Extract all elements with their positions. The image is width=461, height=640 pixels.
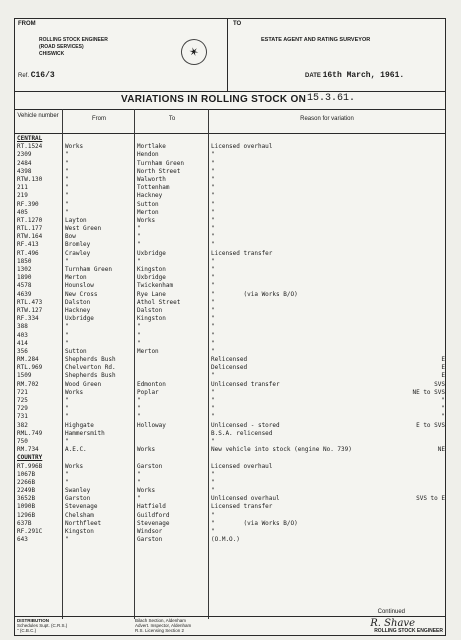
vehicle-number: RF.413 xyxy=(17,241,39,249)
from-depot: Hammersmith xyxy=(65,429,105,437)
vehicle-number: 1509 xyxy=(17,372,32,380)
table-row xyxy=(15,536,445,544)
table-row xyxy=(15,192,445,200)
reason: " xyxy=(211,487,215,495)
reference: Ref. C16/3 xyxy=(18,71,55,80)
reason: Licensed transfer xyxy=(211,249,273,257)
stamp-mark-icon: ✶ xyxy=(177,35,210,68)
from-depot: " xyxy=(65,331,69,339)
from-depot: Chelsham xyxy=(65,511,94,519)
to-depot: Edmonton xyxy=(137,380,166,388)
table-row xyxy=(15,291,445,299)
from-depot: " xyxy=(65,478,69,486)
reason: " xyxy=(211,298,215,306)
from-depot: Hackney xyxy=(65,306,91,314)
to-depot: " xyxy=(137,397,141,404)
status-code: NE to SVS xyxy=(412,388,445,396)
from-depot: " xyxy=(65,167,69,175)
table-row xyxy=(15,315,445,323)
reason: " xyxy=(211,216,215,224)
to-depot: Hendon xyxy=(137,151,159,159)
reason: Licensed overhaul xyxy=(211,143,273,151)
reason: " xyxy=(211,405,215,413)
table-row xyxy=(15,209,445,217)
from-depot: Shepherds Bush xyxy=(65,356,116,364)
status-code: " xyxy=(441,413,445,421)
vehicle-number: 643 xyxy=(17,536,28,544)
reason: " xyxy=(211,282,215,290)
to-depot: Works xyxy=(137,216,156,224)
vehicle-number: 725 xyxy=(17,397,28,404)
reason: B.S.A. relicensed xyxy=(211,429,273,437)
from-depot: " xyxy=(65,200,69,208)
vehicle-number: 405 xyxy=(17,208,28,216)
vehicle-number: RTL.177 xyxy=(17,225,43,233)
status-code: NE xyxy=(437,446,445,454)
to-depot: Uxbridge xyxy=(137,249,166,257)
variation-sheet xyxy=(14,18,446,636)
reason: " xyxy=(211,306,215,314)
vehicle-number: 1067B xyxy=(17,470,36,478)
table-row xyxy=(15,463,445,471)
to-depot: " xyxy=(137,323,141,331)
table-row xyxy=(15,241,445,249)
from-depot: " xyxy=(65,184,69,192)
to-depot: Mortlake xyxy=(137,143,166,151)
to-depot: Uxbridge xyxy=(137,274,166,282)
to-depot: Holloway xyxy=(137,421,166,429)
reason: " xyxy=(211,200,215,208)
col-to: To xyxy=(168,116,176,122)
reason: New vehicle into stock (engine No. 739) xyxy=(211,446,352,454)
vehicle-number: 4398 xyxy=(17,167,32,175)
table-row xyxy=(15,520,445,528)
distribution-list: DISTRIBUTION Schedules Supt. (C.R.S.) " (C.B.C.) xyxy=(17,618,68,633)
from-depot: " xyxy=(65,151,69,159)
vehicle-number: 403 xyxy=(17,331,28,339)
reason: " xyxy=(211,397,215,404)
continued-label: Continued xyxy=(377,609,405,615)
from-depot: Chelverton Rd. xyxy=(65,364,116,372)
vehicle-number: RT.1270 xyxy=(17,216,43,224)
to-depot: Poplar xyxy=(137,388,159,396)
reason: " xyxy=(211,208,215,216)
from-depot: Dalston xyxy=(65,298,91,306)
from-depot: Wood Green xyxy=(65,380,102,388)
from-depot: New Cross xyxy=(65,290,98,298)
title-date: 15.3.61. xyxy=(307,93,356,104)
table-row xyxy=(15,143,445,151)
col-from: From xyxy=(92,116,106,122)
to-depot: Dalston xyxy=(137,306,163,314)
table-row xyxy=(15,160,445,168)
table-row xyxy=(15,405,445,413)
from-depot: " xyxy=(65,437,69,445)
vehicle-number: 2484 xyxy=(17,159,32,167)
status-code: SVS to E xyxy=(416,495,445,503)
section-label: COUNTRY xyxy=(17,454,43,462)
reason: " xyxy=(211,151,215,159)
vehicle-number: 1890 xyxy=(17,274,32,282)
table-row xyxy=(15,340,445,348)
status-code: SVS xyxy=(434,380,445,388)
table-row xyxy=(15,217,445,225)
table-row xyxy=(15,201,445,209)
vehicle-number: 388 xyxy=(17,323,28,331)
reason: " xyxy=(211,388,215,396)
vehicle-number: 1850 xyxy=(17,257,32,265)
to-depot: Twickenham xyxy=(137,282,174,290)
to-address: ESTATE AGENT AND RATING SURVEYOR xyxy=(261,37,371,43)
reason: " xyxy=(211,184,215,192)
to-depot: " xyxy=(137,331,141,339)
vehicle-number: 219 xyxy=(17,192,28,200)
status-code: E xyxy=(441,364,445,372)
table-row xyxy=(15,413,445,421)
from-depot: Northfleet xyxy=(65,519,102,527)
reason: " xyxy=(211,175,215,183)
reason: Licensed transfer xyxy=(211,503,273,511)
from-depot: Bow xyxy=(65,233,76,241)
vehicle-number: 1302 xyxy=(17,266,32,273)
to-depot: " xyxy=(137,233,141,241)
from-depot: Sutton xyxy=(65,347,87,355)
reason: " xyxy=(211,437,215,445)
vehicle-number: RF.390 xyxy=(17,200,39,208)
to-depot: Kingston xyxy=(137,315,166,323)
table-row xyxy=(15,233,445,241)
to-depot: " xyxy=(137,225,141,233)
to-depot: " xyxy=(137,495,141,503)
from-depot: Swanley xyxy=(65,487,91,495)
from-depot: Garston xyxy=(65,495,91,503)
to-depot: Tottenham xyxy=(137,184,170,192)
signature: R. Shave xyxy=(370,618,415,629)
section-heading xyxy=(15,135,445,143)
reason: " xyxy=(211,159,215,167)
to-depot: " xyxy=(137,241,141,249)
vehicle-number: 4578 xyxy=(17,282,32,290)
reason: Unlicensed overhaul xyxy=(211,495,280,503)
vehicle-number: RF.291C xyxy=(17,528,43,535)
date: DATE 16th March, 1961. xyxy=(305,71,405,80)
vehicle-number: RM.702 xyxy=(17,380,39,388)
from-depot: Bromley xyxy=(65,241,91,249)
table-row xyxy=(15,430,445,438)
from-depot: Works xyxy=(65,143,84,151)
from-depot: " xyxy=(65,413,69,421)
vehicle-number: RTL.473 xyxy=(17,298,43,306)
table-row xyxy=(15,528,445,536)
to-depot: " xyxy=(137,257,141,265)
table-row xyxy=(15,446,445,454)
table-row xyxy=(15,438,445,446)
to-depot: Athol Street xyxy=(137,298,181,306)
from-depot: Shepherds Bush xyxy=(65,372,116,380)
from-depot: West Green xyxy=(65,225,102,233)
vehicle-number: RTW.130 xyxy=(17,175,43,183)
status-code: E to SVS xyxy=(416,421,445,429)
from-depot: " xyxy=(65,405,69,413)
reason: " xyxy=(211,167,215,175)
table-row xyxy=(15,479,445,487)
from-depot: Highgate xyxy=(65,421,94,429)
variation-rows xyxy=(15,135,445,544)
to-depot: Windsor xyxy=(137,528,163,535)
title-bar xyxy=(15,91,445,110)
to-depot: Walworth xyxy=(137,175,166,183)
vehicle-number: RTL.969 xyxy=(17,364,43,372)
table-row xyxy=(15,348,445,356)
reason: " xyxy=(211,192,215,200)
column-headers xyxy=(15,109,445,134)
from-depot: Works xyxy=(65,462,84,470)
reason: Unlicensed - stored xyxy=(211,421,280,429)
from-depot: Hounslow xyxy=(65,282,94,290)
status-code: " xyxy=(441,405,445,413)
vehicle-number: RTW.127 xyxy=(17,306,43,314)
reason: " xyxy=(211,511,215,519)
from-depot: Uxbridge xyxy=(65,315,94,323)
vehicle-number: RT.996B xyxy=(17,462,43,470)
from-depot: Works xyxy=(65,388,84,396)
reason: " xyxy=(211,274,215,282)
status-code: E xyxy=(441,372,445,380)
reason: " xyxy=(211,233,215,241)
to-depot: Merton xyxy=(137,208,159,216)
to-depot: Guildford xyxy=(137,511,170,519)
table-row xyxy=(15,389,445,397)
reason: " (via Works B/O) xyxy=(211,290,298,298)
to-depot: " xyxy=(137,470,141,478)
to-depot: North Street xyxy=(137,167,181,175)
reason: " xyxy=(211,347,215,355)
vehicle-number: 731 xyxy=(17,413,28,421)
from-depot: " xyxy=(65,257,69,265)
table-row xyxy=(15,372,445,380)
from-address: ROLLING STOCK ENGINEER (ROAD SERVICES) CHISWICK xyxy=(39,37,108,57)
table-row xyxy=(15,266,445,274)
table-row xyxy=(15,307,445,315)
vehicle-number: 3652B xyxy=(17,495,36,503)
table-row xyxy=(15,299,445,307)
table-row xyxy=(15,397,445,405)
reason: " xyxy=(211,339,215,347)
to-depot: " xyxy=(137,339,141,347)
vehicle-number: RM.284 xyxy=(17,356,39,364)
from-label: FROM xyxy=(18,21,36,27)
from-depot: " xyxy=(65,339,69,347)
vehicle-number: 356 xyxy=(17,347,28,355)
vehicle-number: RF.334 xyxy=(17,315,39,323)
table-row xyxy=(15,381,445,389)
to-label: TO xyxy=(233,21,242,27)
table-row xyxy=(15,495,445,503)
to-depot: Merton xyxy=(137,347,159,355)
to-depot: Turnham Green xyxy=(137,159,184,167)
status-code: " xyxy=(441,397,445,404)
reason: Licensed overhaul xyxy=(211,462,273,470)
table-row xyxy=(15,512,445,520)
table-row xyxy=(15,364,445,372)
from-depot: " xyxy=(65,323,69,331)
table-row xyxy=(15,225,445,233)
table-row xyxy=(15,487,445,495)
from-depot: " xyxy=(65,159,69,167)
reason: " xyxy=(211,257,215,265)
reason: " xyxy=(211,241,215,249)
table-row xyxy=(15,250,445,258)
reason: " xyxy=(211,478,215,486)
table-row xyxy=(15,176,445,184)
to-depot: Sutton xyxy=(137,200,159,208)
reason: Delicensed xyxy=(211,364,248,372)
to-depot: " xyxy=(137,405,141,413)
vehicle-number: RM.734 xyxy=(17,446,39,454)
to-depot: " xyxy=(137,478,141,486)
from-depot: A.E.C. xyxy=(65,446,87,454)
vehicle-number: 729 xyxy=(17,405,28,413)
from-depot: Stevenage xyxy=(65,503,98,511)
vehicle-number: 1296B xyxy=(17,511,36,519)
vehicle-number: RTW.164 xyxy=(17,233,43,241)
to-depot: Garston xyxy=(137,462,163,470)
section-heading xyxy=(15,454,445,462)
reason: " xyxy=(211,413,215,421)
from-depot: " xyxy=(65,208,69,216)
vehicle-number: RML.749 xyxy=(17,429,43,437)
to-depot: Works xyxy=(137,446,156,454)
vehicle-number: 721 xyxy=(17,388,28,396)
reason: Unlicensed transfer xyxy=(211,380,280,388)
to-depot: Hackney xyxy=(137,192,163,200)
vehicle-number: 2266B xyxy=(17,478,36,486)
reason: " xyxy=(211,372,215,380)
from-depot: Merton xyxy=(65,274,87,282)
to-depot: Stevenage xyxy=(137,519,170,527)
from-depot: " xyxy=(65,192,69,200)
vehicle-number: RT.496 xyxy=(17,249,39,257)
vehicle-number: 1090B xyxy=(17,503,36,511)
vehicle-number: 211 xyxy=(17,184,28,192)
vehicle-number: 750 xyxy=(17,437,28,445)
to-depot: Rye Lane xyxy=(137,290,166,298)
reason: " xyxy=(211,331,215,339)
to-depot: Hatfield xyxy=(137,503,166,511)
vehicle-number: 4639 xyxy=(17,290,32,298)
vehicle-number: 414 xyxy=(17,339,28,347)
table-row xyxy=(15,274,445,282)
from-depot: Kingston xyxy=(65,528,94,535)
header-block xyxy=(15,19,445,92)
from-depot: Crawley xyxy=(65,249,91,257)
reason: " xyxy=(211,315,215,323)
reason: " xyxy=(211,470,215,478)
footer xyxy=(15,609,445,635)
table-row xyxy=(15,168,445,176)
to-depot: " xyxy=(137,413,141,421)
table-row xyxy=(15,356,445,364)
to-depot: Works xyxy=(137,487,156,495)
reason: " xyxy=(211,266,215,273)
reason: Relicensed xyxy=(211,356,248,364)
status-code: E xyxy=(441,356,445,364)
page-title: VARIATIONS IN ROLLING STOCK ON xyxy=(121,94,307,105)
signatory-title: ROLLING STOCK ENGINEER xyxy=(374,628,443,634)
col-reason: Reason for variation xyxy=(300,116,354,122)
reason: " xyxy=(211,225,215,233)
from-depot: " xyxy=(65,175,69,183)
table-row xyxy=(15,258,445,266)
table-row xyxy=(15,151,445,159)
reason: " (via Works B/O) xyxy=(211,519,298,527)
to-depot: Kingston xyxy=(137,266,166,273)
date-value: 16th March, 1961. xyxy=(322,71,405,80)
reason: " xyxy=(211,528,215,535)
table-row xyxy=(15,422,445,430)
reason: (O.M.O.) xyxy=(211,536,240,544)
table-row xyxy=(15,282,445,290)
table-row xyxy=(15,471,445,479)
col-vehicle: Vehicle number xyxy=(17,113,59,119)
from-depot: Layton xyxy=(65,216,87,224)
vehicle-number: 2309 xyxy=(17,151,32,159)
table-row xyxy=(15,503,445,511)
table-row xyxy=(15,184,445,192)
vehicle-number: 637B xyxy=(17,519,32,527)
reference-value: C16/3 xyxy=(30,71,55,80)
from-depot: Turnham Green xyxy=(65,266,112,273)
from-depot: " xyxy=(65,470,69,478)
reason: " xyxy=(211,323,215,331)
to-depot: Garston xyxy=(137,536,163,544)
section-label: CENTRAL xyxy=(17,135,43,142)
vehicle-number: 382 xyxy=(17,421,28,429)
vehicle-number: 2249B xyxy=(17,487,36,495)
table-row xyxy=(15,323,445,331)
table-row xyxy=(15,332,445,340)
distribution-list-2: Bilach Section, Aldenham Advert. Inspector, Aldenham R.S. Licensing Section 2 xyxy=(135,618,192,633)
from-depot: " xyxy=(65,536,69,544)
vehicle-number: RT.1524 xyxy=(17,143,43,151)
from-depot: " xyxy=(65,397,69,404)
